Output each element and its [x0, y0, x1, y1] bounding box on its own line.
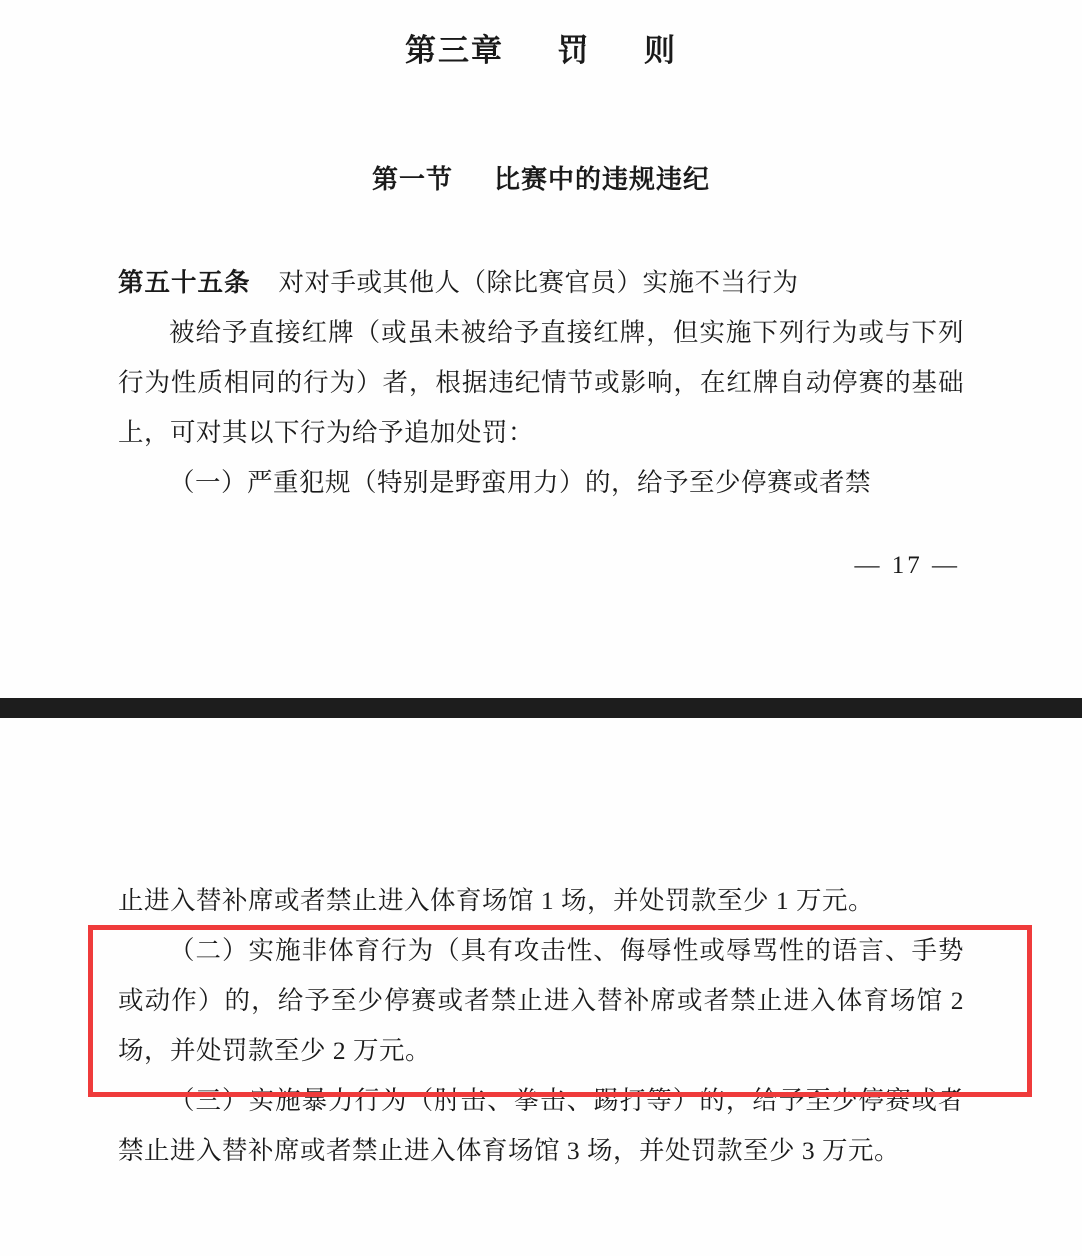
list-item-three: （三）实施暴力行为（肘击、拳击、踢打等）的，给予至少停赛或者禁止进入替补席或者禁止进入体育场馆 3 场，并处罚款至少 3 万元。	[118, 1086, 964, 1165]
list-item-two: （二）实施非体育行为（具有攻击性、侮辱性或辱骂性的语言、手势或动作）的，给予至少停赛或者禁止进入替补席或者禁止进入体育场馆 2 场，并处罚款至少 2 万元。	[118, 936, 964, 1065]
section-title	[0, 159, 1082, 196]
article-number: 第五十五条	[118, 268, 251, 298]
page-separator-band	[0, 698, 1082, 718]
chapter-title-word-1: 罚	[557, 33, 591, 68]
chapter-title	[0, 32, 1082, 69]
chapter-title-number: 第三章	[405, 33, 504, 68]
article-body-paragraph: 被给予直接红牌（或虽未被给予直接红牌，但实施下列行为或与下列行为性质相同的行为）者，根据违纪情节或影响，在红牌自动停赛的基础上，可对其以下行为给予追加处罚：	[118, 318, 964, 448]
article-heading-text: 对对手或其他人（除比赛官员）实施不当行为	[278, 268, 799, 298]
chapter-title-word-2: 则	[644, 33, 677, 68]
list-item-one: （一）严重犯规（特别是野蛮用力）的，给予至少停赛或者禁	[169, 468, 872, 498]
section-title-text: 比赛中的违规违纪	[494, 165, 711, 195]
article-heading-line	[118, 258, 964, 308]
page-number: — 17 —	[854, 552, 960, 579]
section-title-number: 第一节	[371, 165, 453, 195]
article-55-block	[118, 258, 964, 508]
scanned-page-18	[0, 718, 1082, 1256]
article-55-continued-block	[118, 876, 964, 1176]
continuation-line: 止进入替补席或者禁止进入体育场馆 1 场，并处罚款至少 1 万元。	[118, 886, 875, 915]
